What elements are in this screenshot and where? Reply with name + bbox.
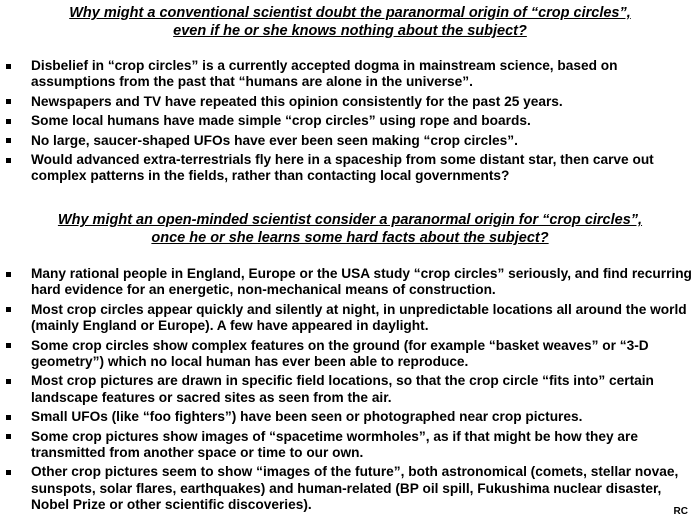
bullet-square-icon <box>6 470 11 475</box>
list-item <box>6 266 696 299</box>
list-item-text: Some crop circles show complex features on the ground (for example “basket weaves” or “3-D geometry”) which no local human has ever been able to reproduce. <box>31 337 649 370</box>
section2-heading <box>0 211 700 247</box>
list-item-text: Newspapers and TV have repeated this opinion consistently for the past 25 years. <box>31 93 563 109</box>
author-initials: RC <box>673 506 688 517</box>
bullet-square-icon <box>6 158 11 163</box>
section1-heading-line1: Why might a conventional scientist doubt the paranormal origin of “crop circles”, <box>69 5 631 21</box>
list-item-text: Disbelief in “crop circles” is a currently accepted dogma in mainstream science, based on assumptions from the past that “humans are alone in the universe”. <box>31 58 618 90</box>
bullet-square-icon <box>6 379 11 384</box>
list-item-text: Most crop pictures are drawn in specific field locations, so that the crop circle “fits into” certain landscape features or sacred sites as seen from the air. <box>31 373 654 405</box>
bullet-square-icon <box>6 434 11 439</box>
list-item <box>6 338 696 371</box>
list-item-text: Other crop pictures seem to show “images of the future”, both astronomical (comets, stellar novae, sunspots, solar flares, earthquakes) and human-related (BP oil spill, Fukushima nuclear disaster, Nobel Prize or other scientific discoveries). <box>31 464 679 513</box>
section1-heading-line2: even if he or she knows nothing about the subject? <box>173 23 527 39</box>
section2-bullet-list <box>6 266 696 517</box>
list-item-text: Many rational people in England, Europe or the USA study “crop circles” seriously, and find recurring hard evidence for an energetic, non-mechanical means of construction. <box>31 266 692 298</box>
bullet-square-icon <box>6 307 11 312</box>
list-item-text: No large, saucer-shaped UFOs have ever been seen making “crop circles”. <box>31 132 518 148</box>
section2-heading-line1: Why might an open-minded scientist consider a paranormal origin for “crop circles”, <box>57 212 643 228</box>
section1-bullet-list <box>6 58 696 188</box>
list-item <box>6 113 696 129</box>
list-item <box>6 429 696 462</box>
bullet-square-icon <box>6 119 11 124</box>
bullet-square-icon <box>6 99 11 104</box>
list-item <box>6 133 696 149</box>
list-item-text: Most crop circles appear quickly and silently at night, in unpredictable locations all around the world (mainly England or Europe). A few have appeared in daylight. <box>31 301 687 334</box>
list-item-text: Would advanced extra-terrestrials fly here in a spaceship from some distant star, then carve out complex patterns in the fields, rather than contacting local governments? <box>31 152 654 184</box>
list-item <box>6 152 696 185</box>
bullet-square-icon <box>6 343 11 348</box>
list-item <box>6 373 696 406</box>
list-item-text: Some local humans have made simple “crop circles” using rope and boards. <box>31 113 531 129</box>
bullet-square-icon <box>6 64 11 69</box>
list-item <box>6 302 696 335</box>
list-item-text: Some crop pictures show images of “spacetime wormholes”, as if that might be how they are transmitted from another space or time to our own. <box>31 428 638 461</box>
bullet-square-icon <box>6 415 11 420</box>
bullet-square-icon <box>6 138 11 143</box>
list-item <box>6 464 696 513</box>
section1-heading <box>0 4 700 40</box>
list-item <box>6 58 696 91</box>
section2-heading-line2: once he or she learns some hard facts about the subject? <box>151 230 549 246</box>
list-item <box>6 94 696 110</box>
bullet-square-icon <box>6 272 11 277</box>
list-item-text: Small UFOs (like “foo fighters”) have been seen or photographed near crop pictures. <box>31 409 583 425</box>
list-item <box>6 409 696 425</box>
